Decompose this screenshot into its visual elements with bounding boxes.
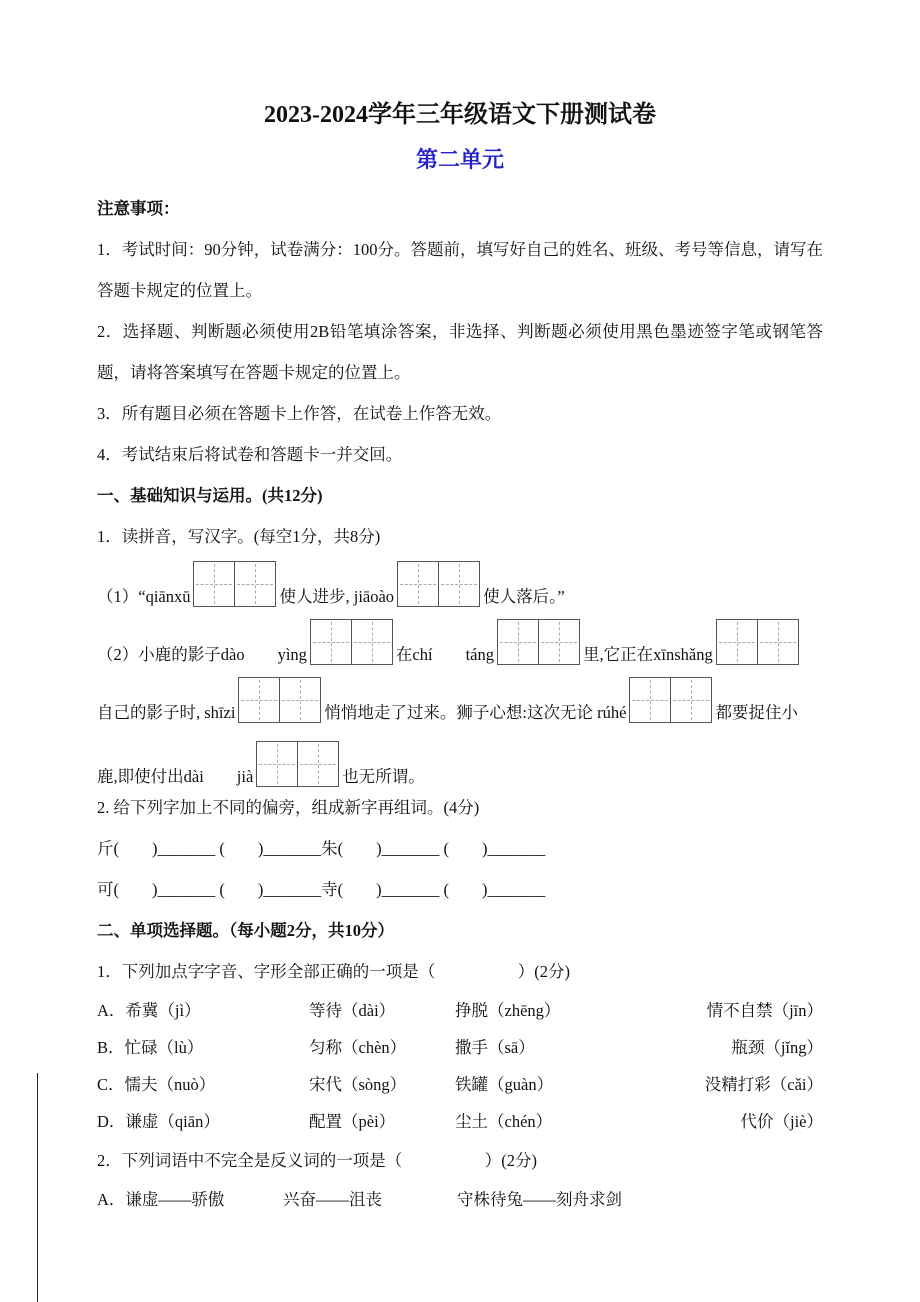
writing-box-group [397,561,480,607]
writing-cell [629,677,671,723]
pinyin-line-4 [97,741,823,787]
unit-subtitle: 第二单元 [415,147,504,172]
writing-cell [716,619,758,665]
notice-item-4: 4．考试结束后将试卷和答题卡一并交回。 [97,445,403,464]
radical-row-2: 可( )_______ ( )_______寺( )_______ ( )_______ [97,880,546,899]
text-segment: （2）小鹿的影子dào yìng [97,645,307,664]
option-cell: 兴奋——沮丧 [283,1190,382,1209]
option-cell: 代价（jiè） [740,1112,823,1131]
writing-box-group [716,619,799,665]
option-cell: 瓶颈（jǐng） [731,1038,823,1057]
writing-cell [310,619,352,665]
option-cell: C．懦夫（nuò） [97,1075,216,1094]
option-row-c [97,1066,823,1103]
writing-cell [256,741,298,787]
text-segment: 悄悄地走了过来。狮子心想:这次无论 rúhé [324,703,627,722]
writing-box-group [193,561,276,607]
writing-cell [757,619,799,665]
section2-heading: 二、单项选择题。（每小题2分，共10分） [97,921,394,940]
notice-item-2: 2．选择题、判断题必须使用2B铅笔填涂答案，非选择、判断题必须使用黑色墨迹签字笔或钢笔答题，请将答案填写在答题卡规定的位置上。 [97,322,823,382]
writing-box-group [629,677,712,723]
section2-q1-prompt: 1．下列加点字字音、字形全部正确的一项是（ ）(2分) [97,962,570,981]
writing-cell [193,561,235,607]
option-cell: 尘土（chén） [455,1112,553,1131]
option-row-d [97,1103,823,1140]
text-segment: 都要捉住小 [715,703,798,722]
text-segment: （1）“qiānxū [97,587,191,606]
option-cell: B．忙碌（lù） [97,1038,204,1057]
option-row-a [97,992,823,1029]
writing-cell [279,677,321,723]
text-segment: 鹿,即使付出dài jià [97,767,254,786]
text-segment: 也无所谓。 [342,767,425,786]
writing-cell [238,677,280,723]
writing-cell [438,561,480,607]
option-cell: 铁罐（guàn） [455,1075,554,1094]
writing-box-group [310,619,393,665]
writing-box-group [256,741,339,787]
text-segment: 使人进步, jiāoào [279,587,395,606]
text-segment: 自己的影子时, shīzi [97,703,236,722]
option-cell: 守株待兔——刻舟求剑 [457,1190,622,1209]
option-row-a2 [97,1181,823,1218]
writing-cell [351,619,393,665]
writing-cell [538,619,580,665]
page-edge-line [37,1073,38,1302]
option-cell: 宋代（sòng） [309,1075,407,1094]
option-cell: 撒手（sā） [455,1038,535,1057]
option-cell: 配置（pèi） [309,1112,396,1131]
option-cell: 挣脱（zhēng） [455,1001,561,1020]
writing-box-group [238,677,321,723]
notice-item-1: 1．考试时间：90分钟，试卷满分：100分。答题前，填写好自己的姓名、班级、考号等信息，请写在答题卡规定的位置上。 [97,240,823,300]
writing-cell [297,741,339,787]
pinyin-line-1 [97,561,823,607]
option-cell: 没精打彩（cǎi） [704,1075,823,1094]
text-segment: 在chí táng [395,645,494,664]
pinyin-line-3 [97,677,823,723]
option-cell: 情不自禁（jīn） [706,1001,823,1020]
pinyin-line-2 [97,619,823,665]
writing-cell [234,561,276,607]
page-title: 2023-2024学年三年级语文下册测试卷 [264,102,656,128]
writing-box-group [497,619,580,665]
option-cell: D．谦虚（qiān） [97,1112,220,1131]
option-cell: 等待（dài） [309,1001,396,1020]
writing-cell [397,561,439,607]
option-cell: A．谦虚——骄傲 [97,1190,225,1209]
text-segment: 里,它正在xīnshǎng [583,645,713,664]
option-cell: A．希冀（jì） [97,1001,201,1020]
writing-cell [670,677,712,723]
radical-row-1: 斤( )_______ ( )_______朱( )_______ ( )_______ [97,839,546,858]
section1-q1-prompt: 1．读拼音，写汉字。(每空1分，共8分) [97,527,381,546]
option-row-b [97,1029,823,1066]
section1-q2-prompt: 2. 给下列字加上不同的偏旁，组成新字再组词。(4分) [97,798,480,817]
option-cell: 匀称（chèn） [309,1038,407,1057]
notice-heading: 注意事项： [97,199,180,218]
text-segment: 使人落后。” [483,587,565,606]
writing-cell [497,619,539,665]
section2-q2-prompt: 2．下列词语中不完全是反义词的一项是（ ）(2分) [97,1151,537,1170]
notice-item-3: 3．所有题目必须在答题卡上作答，在试卷上作答无效。 [97,404,502,423]
section1-heading: 一、基础知识与运用。(共12分) [97,486,323,505]
